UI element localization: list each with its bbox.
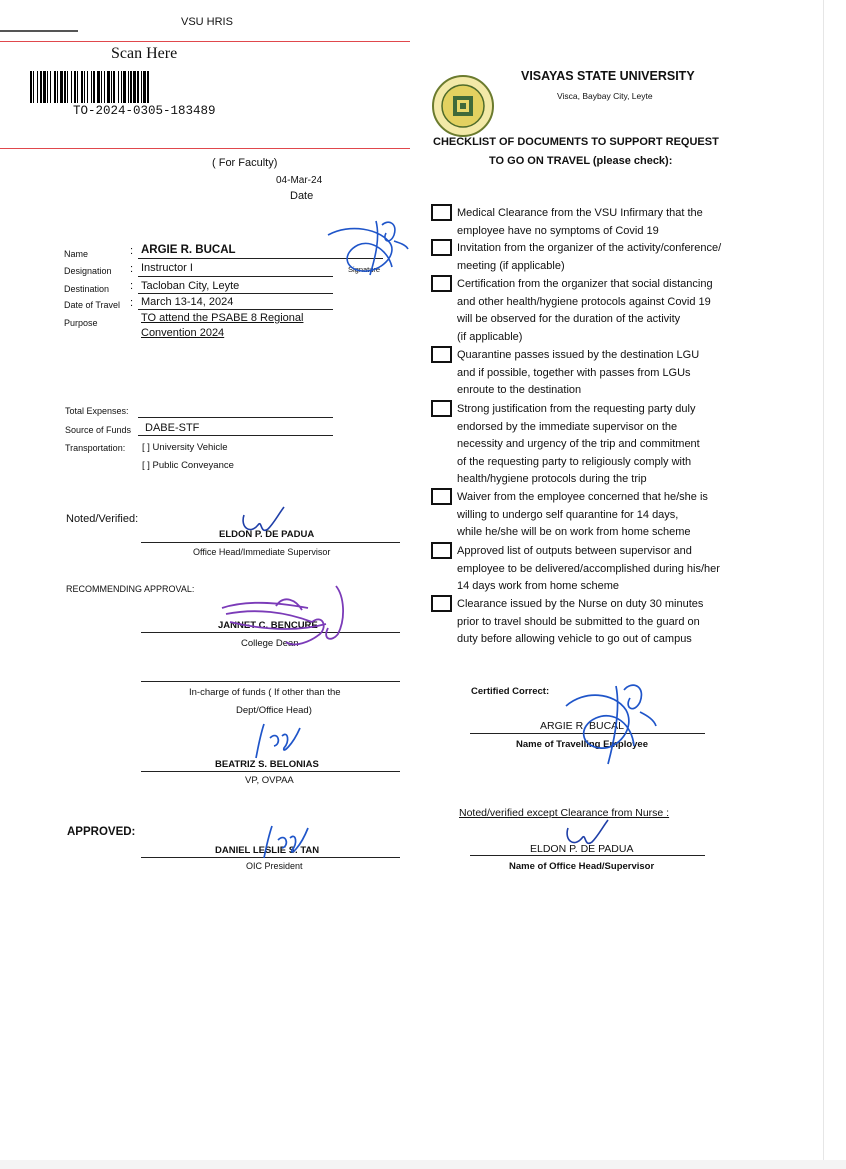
noted-signature: [236, 505, 292, 539]
hris-header: VSU HRIS: [181, 16, 233, 28]
noted-except-label: Noted/verified except Clearance from Nurse :: [459, 807, 670, 819]
checklist-item-text: necessity and urgency of the trip and commitment: [457, 438, 700, 451]
office-head-signature-line: [470, 855, 705, 856]
checklist-title-line1: CHECKLIST OF DOCUMENTS TO SUPPORT REQUEST: [433, 136, 719, 148]
applicant-signature: [320, 215, 410, 285]
checklist-checkbox[interactable]: [431, 488, 452, 505]
checklist-item-text: Medical Clearance from the VSU Infirmary that the: [457, 207, 703, 219]
checklist-item-text: and other health/hygiene protocols against Covid 19: [457, 295, 711, 308]
transport-option-university-vehicle: [ ] University Vehicle: [142, 442, 228, 453]
traveller-signature: [560, 676, 660, 772]
recommending-approval-label: RECOMMENDING APPROVAL:: [66, 584, 195, 594]
form-date-value: 04-Mar-24: [276, 175, 323, 186]
signature-label: Signature: [348, 265, 381, 274]
checklist-item-text: Quarantine passes issued by the destination LGU: [457, 349, 700, 361]
approved-label: APPROVED:: [67, 826, 136, 838]
checklist-item-text: Invitation from the organizer of the activity/conference/: [457, 242, 722, 254]
office-head-signature: [560, 818, 616, 852]
dean-signature: [216, 578, 356, 654]
total-expenses-underline: [138, 417, 333, 418]
form-category: ( For Faculty): [212, 157, 278, 169]
checklist-item-text: employee to be delivered/accomplished during his/her: [457, 562, 720, 575]
colon: :: [130, 280, 134, 292]
president-title: OIC President: [246, 861, 303, 871]
checklist-item-text: 14 days work from home scheme: [457, 580, 620, 593]
checklist-item-text: Approved list of outputs between supervisor and: [457, 545, 692, 557]
designation-label: Designation: [64, 266, 112, 276]
checklist-checkbox[interactable]: [431, 400, 452, 417]
name-value: ARGIE R. BUCAL: [141, 244, 236, 256]
recommending-title: College Dean: [241, 638, 299, 649]
colon: :: [130, 263, 134, 275]
colon: :: [130, 245, 134, 257]
vp-signature: [252, 718, 308, 762]
source-of-funds-value: DABE-STF: [145, 422, 200, 434]
date-of-travel-underline: [138, 309, 333, 310]
checklist-checkbox[interactable]: [431, 346, 452, 363]
checklist-item-text: Waiver from the employee concerned that he/she is: [457, 491, 708, 503]
total-expenses-label: Total Expenses:: [65, 406, 129, 416]
checklist-checkbox[interactable]: [431, 204, 452, 221]
checklist-checkbox[interactable]: [431, 275, 452, 292]
checklist-item-text: and if possible, together with passes from LGUs: [457, 366, 691, 379]
vp-title: VP, OVPAA: [245, 775, 294, 786]
checklist-item-text: Certification from the organizer that social distancing: [457, 278, 713, 290]
destination-label: Destination: [64, 284, 110, 294]
colon: :: [130, 297, 134, 309]
university-address: Visca, Baybay City, Leyte: [557, 91, 653, 101]
purpose-label: Purpose: [64, 318, 98, 328]
checklist-item-text: enroute to the destination: [457, 384, 582, 397]
source-of-funds-underline: [138, 435, 333, 436]
university-seal: [431, 74, 495, 138]
checklist-item-text: endorsed by the immediate supervisor on the: [457, 420, 678, 433]
purpose-value-line2: Convention 2024: [141, 327, 225, 339]
traveller-name: ARGIE R. BUCAL: [540, 720, 625, 732]
destination-value: Tacloban City, Leyte: [141, 280, 240, 292]
form-date-label: Date: [290, 190, 314, 202]
checklist-item-text: health/hygiene protocols during the trip: [457, 473, 647, 486]
checklist-item-text: (if applicable): [457, 330, 523, 343]
noted-verified-label: Noted/Verified:: [66, 513, 139, 525]
barcode-number: TO-2024-0305-183489: [73, 104, 216, 118]
red-rule-top: [0, 41, 410, 42]
office-head-caption: Name of Office Head/Supervisor: [509, 861, 655, 872]
noted-title: Office Head/Immediate Supervisor: [193, 547, 331, 557]
tape-edge: [0, 30, 78, 32]
date-of-travel-label: Date of Travel: [64, 300, 121, 310]
checklist-item-text: willing to undergo self quarantine for 14 days,: [457, 508, 679, 521]
scan-here-label: Scan Here: [111, 45, 178, 62]
destination-underline: [138, 293, 333, 294]
checklist-checkbox[interactable]: [431, 542, 452, 559]
checklist-item-text: Clearance issued by the Nurse on duty 30 minutes: [457, 598, 704, 610]
incharge-caption-line1: In-charge of funds ( If other than the: [189, 687, 341, 698]
purpose-value-line1: TO attend the PSABE 8 Regional: [141, 312, 304, 324]
checklist-item-text: meeting (if applicable): [457, 259, 565, 272]
checklist-checkbox[interactable]: [431, 239, 452, 256]
incharge-caption-line2: Dept/Office Head): [236, 705, 312, 716]
vp-name: BEATRIZ S. BELONIAS: [215, 759, 319, 770]
transportation-label: Transportation:: [65, 443, 126, 453]
scan-edge-right: [823, 0, 824, 1169]
checklist-item-text: of the requesting party to religiously comply with: [457, 455, 692, 468]
scan-edge-bottom: [0, 1160, 846, 1169]
checklist-item-text: employee have no symptoms of Covid 19: [457, 224, 659, 237]
name-label: Name: [64, 249, 89, 259]
scan-label-panel: [0, 0, 410, 150]
checklist-checkbox[interactable]: [431, 595, 452, 612]
recommending-name: JANNET C. BENCURE: [218, 620, 318, 631]
university-name: VISAYAS STATE UNIVERSITY: [521, 69, 695, 83]
noted-name: ELDON P. DE PADUA: [219, 529, 315, 540]
designation-underline: [138, 276, 333, 277]
checklist-item-text: will be observed for the duration of the activity: [457, 313, 681, 326]
barcode: [30, 71, 246, 103]
checklist-title-line2: TO GO ON TRAVEL (please check):: [489, 155, 673, 167]
red-rule-bottom: [0, 148, 410, 149]
source-of-funds-label: Source of Funds: [65, 425, 132, 435]
noted-signature-line: [141, 542, 400, 543]
checklist-item-text: Strong justification from the requesting party duly: [457, 403, 696, 415]
date-of-travel-value: March 13-14, 2024: [141, 296, 234, 308]
vp-signature-line: [141, 771, 400, 772]
checklist-item-text: prior to travel should be submitted to the guard on: [457, 615, 700, 628]
president-signature: [258, 822, 318, 862]
transport-option-public-conveyance: [ ] Public Conveyance: [142, 460, 234, 471]
incharge-signature-line: [141, 681, 400, 682]
traveller-caption: Name of Travelling Employee: [516, 739, 648, 750]
designation-value: Instructor I: [141, 262, 193, 274]
office-head-name: ELDON P. DE PADUA: [530, 843, 634, 855]
certified-correct-label: Certified Correct:: [471, 686, 550, 697]
president-name: DANIEL LESLIE S. TAN: [215, 845, 320, 856]
checklist-item-text: while he/she will be on work from home scheme: [457, 526, 691, 539]
checklist-item-text: duty before allowing vehicle to go out of campus: [457, 633, 692, 646]
